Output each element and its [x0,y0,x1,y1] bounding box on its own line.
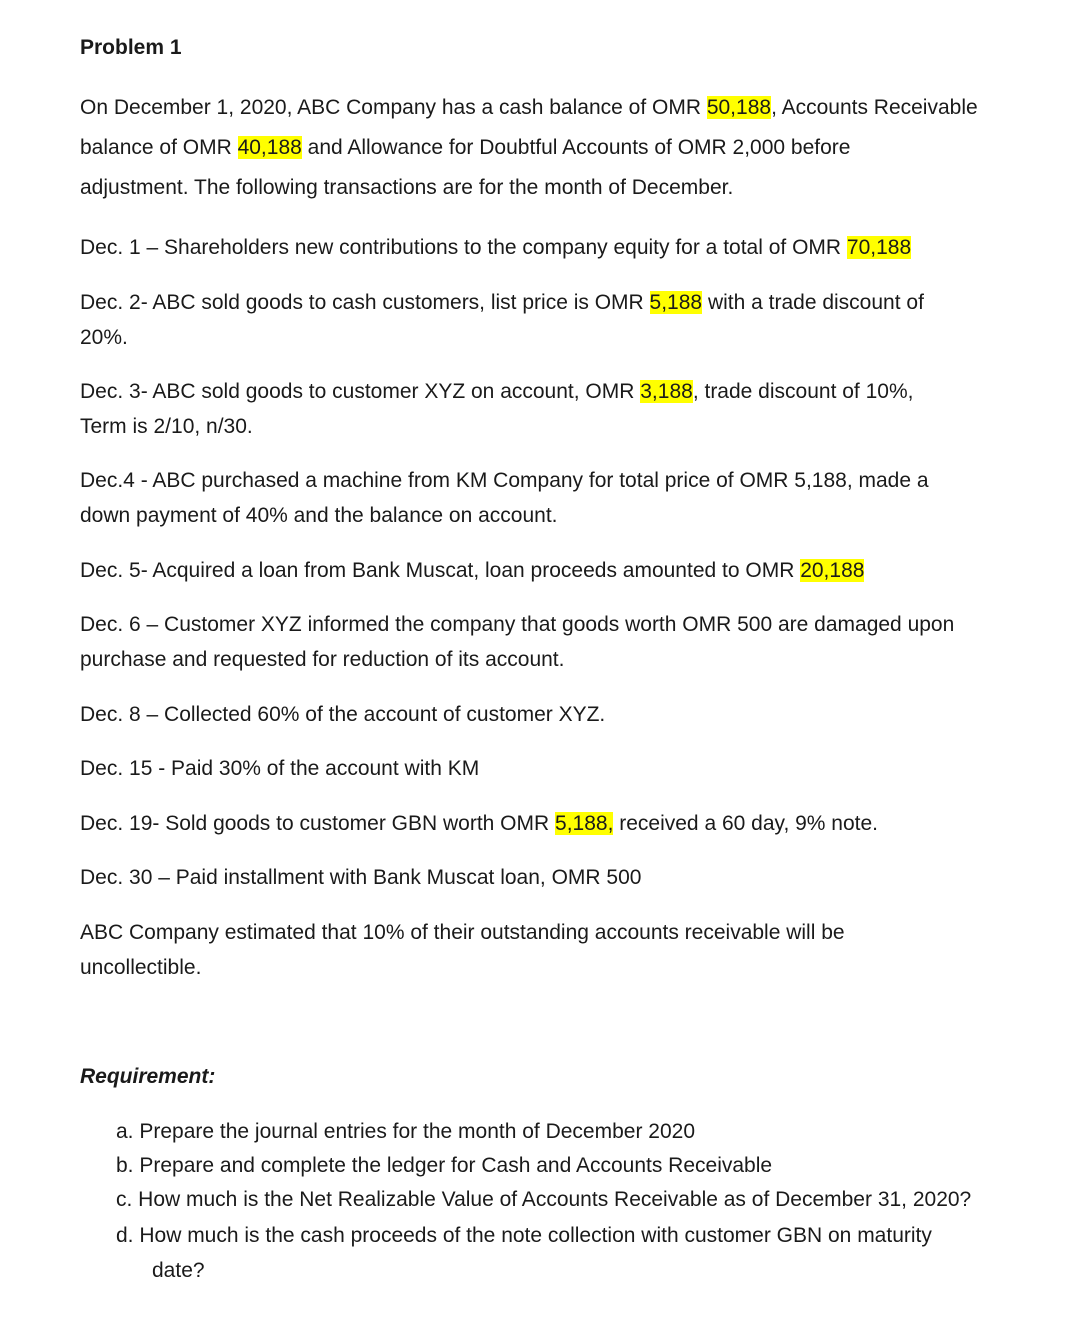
intro-line-2: balance of OMR 40,188 and Allowance for Doubtful Accounts of OMR 2,000 before [80,136,851,159]
requirement-heading: Requirement: [80,1065,216,1088]
requirement-item-d: d. How much is the cash proceeds of the note collection with customer GBN on maturity [116,1224,932,1247]
transaction-dec-2-cont: 20%. [80,326,128,349]
transaction-dec-5: Dec. 5- Acquired a loan from Bank Muscat, loan proceeds amounted to OMR 20,188 [80,559,865,582]
highlight-ar-balance: 40,188 [237,136,302,159]
transaction-dec-3-cont: Term is 2/10, n/30. [80,415,253,438]
highlight-dec-5-amount: 20,188 [800,559,865,582]
highlight-dec-2-amount: 5,188 [649,291,703,314]
estimate-line-1: ABC Company estimated that 10% of their outstanding accounts receivable will be [80,921,845,944]
transaction-dec-19: Dec. 19- Sold goods to customer GBN worth OMR 5,188, received a 60 day, 9% note. [80,812,879,835]
transaction-dec-8: Dec. 8 – Collected 60% of the account of customer XYZ. [80,703,606,726]
highlight-dec-3-amount: 3,188 [640,380,693,403]
transaction-dec-4: Dec.4 - ABC purchased a machine from KM Company for total price of OMR 5,188, made a [80,469,929,492]
requirement-item-d-cont: date? [152,1259,205,1282]
requirement-item-b: b. Prepare and complete the ledger for Cash and Accounts Receivable [116,1154,773,1177]
transaction-dec-30: Dec. 30 – Paid installment with Bank Muscat loan, OMR 500 [80,866,642,889]
estimate-line-2: uncollectible. [80,956,202,979]
highlight-dec-1-amount: 70,188 [846,236,912,259]
transaction-dec-1: Dec. 1 – Shareholders new contributions to the company equity for a total of OMR 70,188 [80,236,912,259]
highlight-dec-19-amount: 5,188, [555,812,614,835]
problem-title: Problem 1 [80,36,182,59]
transaction-dec-6: Dec. 6 – Customer XYZ informed the company that goods worth OMR 500 are damaged upon [80,613,955,636]
requirement-item-a: a. Prepare the journal entries for the month of December 2020 [116,1120,695,1143]
intro-line-3: adjustment. The following transactions are for the month of December. [80,176,734,199]
transaction-dec-4-cont: down payment of 40% and the balance on account. [80,504,558,527]
transaction-dec-6-cont: purchase and requested for reduction of its account. [80,648,565,671]
transaction-dec-2: Dec. 2- ABC sold goods to cash customers, list price is OMR 5,188 with a trade discount of [80,291,924,314]
highlight-cash-balance: 50,188 [706,96,772,119]
requirement-item-c: c. How much is the Net Realizable Value of Accounts Receivable as of December 31, 2020? [116,1188,972,1211]
intro-line-1: On December 1, 2020, ABC Company has a cash balance of OMR 50,188, Accounts Receivable [80,96,978,119]
transaction-dec-15: Dec. 15 - Paid 30% of the account with KM [80,757,480,780]
transaction-dec-3: Dec. 3- ABC sold goods to customer XYZ on account, OMR 3,188, trade discount of 10%, [80,380,914,403]
